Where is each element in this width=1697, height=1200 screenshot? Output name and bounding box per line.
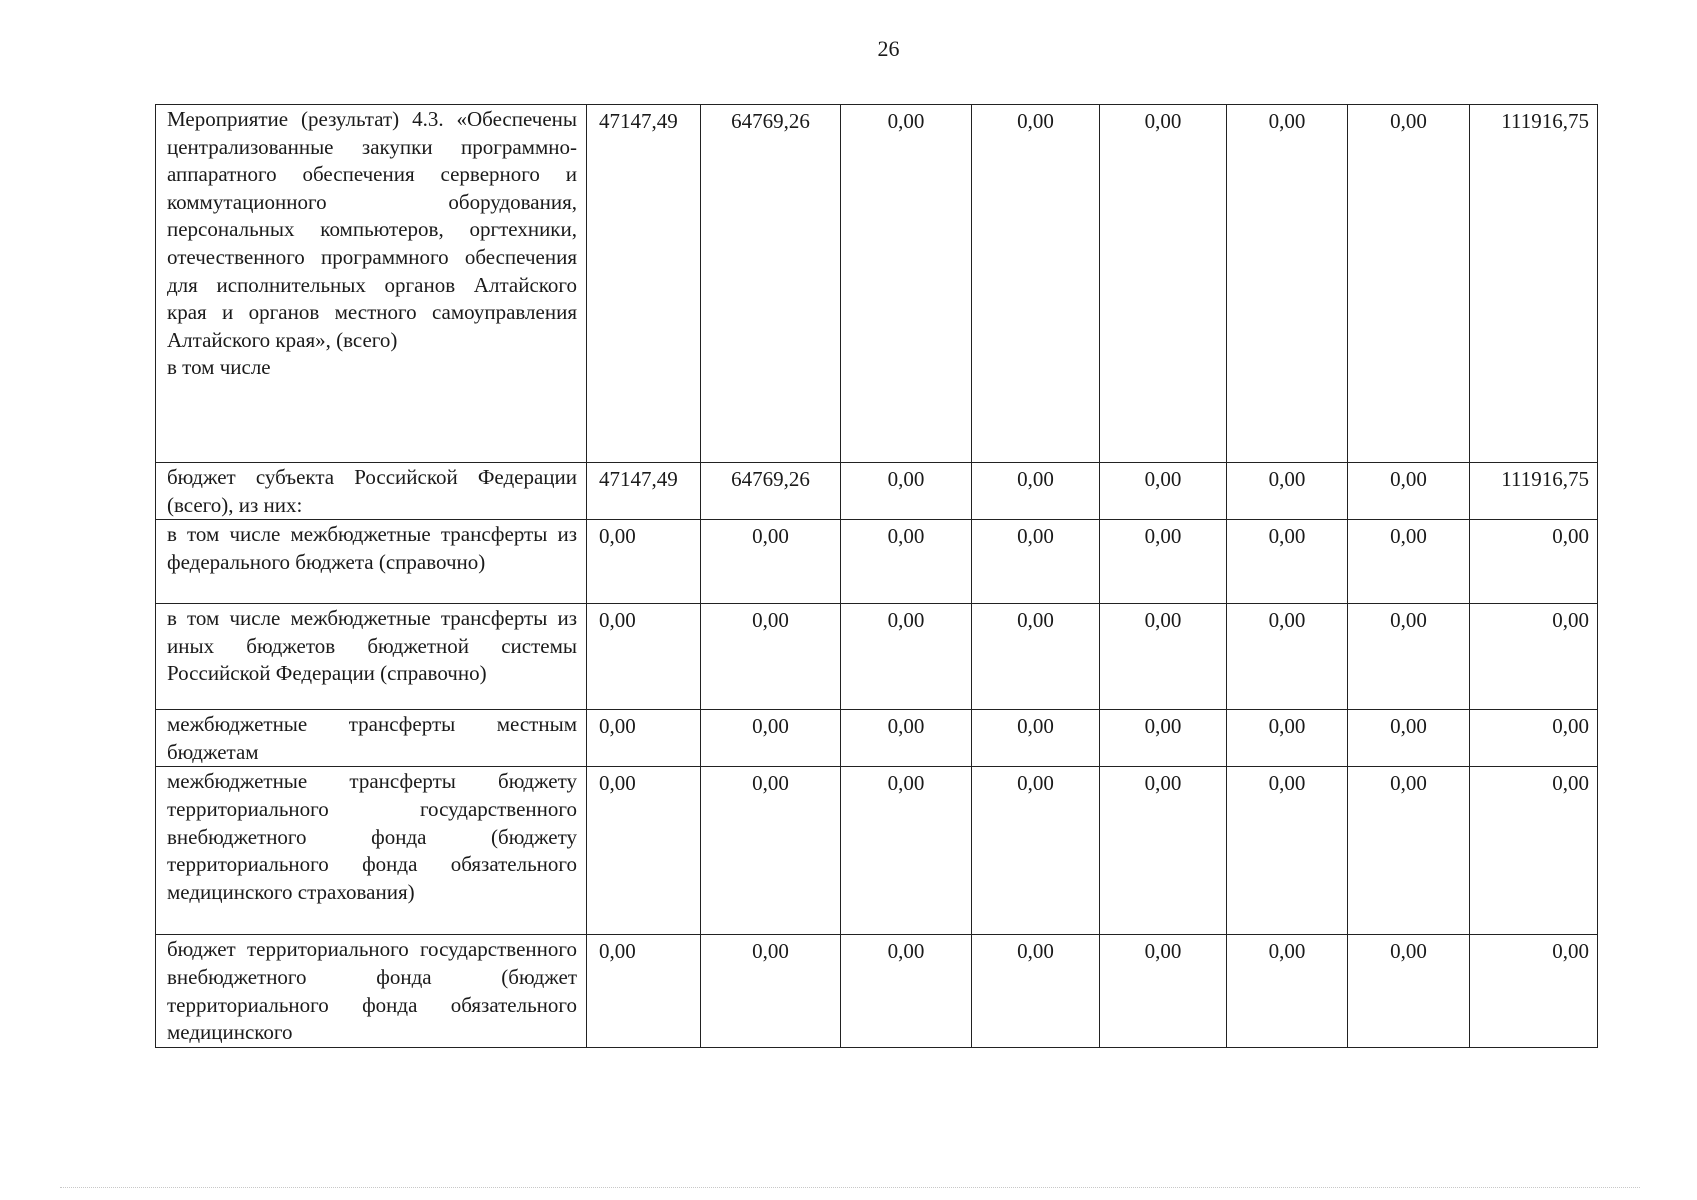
value-cell: 0,00 <box>587 767 701 935</box>
value-cell: 0,00 <box>841 105 972 463</box>
row-description-text: Мероприятие (результат) 4.3. «Обеспечены централизованные закупки программно-аппаратного обеспечения серверного и коммутационного оборудования, персональных компьютеров, оргтехники, отечественного программного обеспечения для исполнительных органов Алтайского края и органов местного самоуправления Алтайского края», (всего) <box>167 107 577 352</box>
value-cell: 0,00 <box>841 604 972 710</box>
row-description-text: в том числе межбюджетные трансферты из иных бюджетов бюджетной системы Российской Федерации (справочно) <box>167 606 577 686</box>
budget-table <box>155 104 1598 1048</box>
row-description-text: в том числе межбюджетные трансферты из федерального бюджета (справочно) <box>167 522 577 574</box>
row-description <box>156 767 587 935</box>
value-cell: 0,00 <box>972 935 1100 1047</box>
value-cell: 0,00 <box>972 604 1100 710</box>
value-cell: 0,00 <box>972 463 1100 520</box>
value-cell: 0,00 <box>841 935 972 1047</box>
value-cell: 0,00 <box>841 767 972 935</box>
value-cell: 111916,75 <box>1470 463 1598 520</box>
value-cell: 0,00 <box>1470 604 1598 710</box>
value-cell: 0,00 <box>1470 767 1598 935</box>
value-cell: 64769,26 <box>701 105 841 463</box>
value-cell: 0,00 <box>1348 604 1470 710</box>
value-cell: 0,00 <box>1227 604 1348 710</box>
value-cell: 47147,49 <box>587 463 701 520</box>
value-cell: 0,00 <box>1227 105 1348 463</box>
value-cell: 0,00 <box>701 710 841 767</box>
scan-edge-line <box>60 1187 1640 1188</box>
value-cell: 0,00 <box>1227 463 1348 520</box>
value-cell: 0,00 <box>587 935 701 1047</box>
row-description-text: межбюджетные трансферты бюджету территориального государственного внебюджетного фонда (бюджету территориального фонда обязательного медицинского страхования) <box>167 769 577 904</box>
row-description <box>156 604 587 710</box>
value-cell: 0,00 <box>1348 710 1470 767</box>
table-row <box>156 710 1598 767</box>
value-cell: 0,00 <box>1227 520 1348 604</box>
page-number: 26 <box>877 36 900 61</box>
value-cell: 0,00 <box>701 520 841 604</box>
value-cell: 0,00 <box>587 710 701 767</box>
value-cell: 0,00 <box>972 767 1100 935</box>
value-cell: 0,00 <box>1348 520 1470 604</box>
value-cell: 0,00 <box>841 710 972 767</box>
value-cell: 0,00 <box>1100 520 1227 604</box>
value-cell: 0,00 <box>587 604 701 710</box>
value-cell: 0,00 <box>1348 935 1470 1047</box>
value-cell: 0,00 <box>1348 105 1470 463</box>
value-cell: 47147,49 <box>587 105 701 463</box>
value-cell: 0,00 <box>1227 935 1348 1047</box>
value-cell: 0,00 <box>1100 105 1227 463</box>
value-cell: 0,00 <box>1470 710 1598 767</box>
value-cell: 0,00 <box>1470 520 1598 604</box>
row-description-tail: в том числе <box>167 355 271 380</box>
table-row <box>156 767 1598 935</box>
row-description <box>156 935 587 1047</box>
value-cell: 0,00 <box>972 105 1100 463</box>
value-cell: 0,00 <box>1100 935 1227 1047</box>
value-cell: 0,00 <box>701 767 841 935</box>
value-cell: 0,00 <box>841 463 972 520</box>
value-cell: 0,00 <box>1100 767 1227 935</box>
table-row <box>156 463 1598 520</box>
value-cell: 0,00 <box>701 935 841 1047</box>
row-description <box>156 520 587 604</box>
row-description-text: бюджет субъекта Российской Федерации (всего), из них: <box>167 465 577 517</box>
row-description <box>156 463 587 520</box>
value-cell: 0,00 <box>1227 710 1348 767</box>
table-row <box>156 520 1598 604</box>
row-description <box>156 710 587 767</box>
table-row <box>156 105 1598 463</box>
row-description-text: бюджет территориального государственного внебюджетного фонда (бюджет территориального фонда обязательного медицинского <box>167 937 577 1045</box>
value-cell: 0,00 <box>972 520 1100 604</box>
value-cell: 0,00 <box>1470 935 1598 1047</box>
value-cell: 111916,75 <box>1470 105 1598 463</box>
value-cell: 0,00 <box>841 520 972 604</box>
value-cell: 0,00 <box>972 710 1100 767</box>
value-cell: 0,00 <box>587 520 701 604</box>
value-cell: 0,00 <box>1227 767 1348 935</box>
value-cell: 0,00 <box>1100 604 1227 710</box>
value-cell: 64769,26 <box>701 463 841 520</box>
value-cell: 0,00 <box>1100 710 1227 767</box>
row-description-text: межбюджетные трансферты местным бюджетам <box>167 712 577 764</box>
value-cell: 0,00 <box>701 604 841 710</box>
value-cell: 0,00 <box>1100 463 1227 520</box>
value-cell: 0,00 <box>1348 767 1470 935</box>
value-cell: 0,00 <box>1348 463 1470 520</box>
row-description <box>156 105 587 463</box>
table-row <box>156 604 1598 710</box>
table-body <box>156 105 1598 1048</box>
table-row <box>156 935 1598 1047</box>
